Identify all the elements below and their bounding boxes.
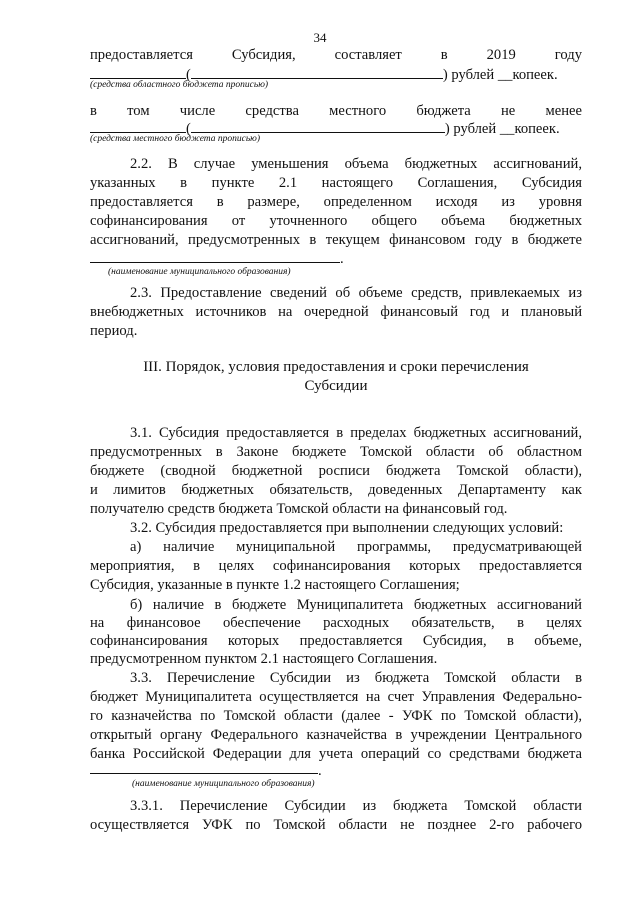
municipality-blank-line: [90, 262, 340, 263]
municipality-blank-line: [90, 773, 318, 774]
condition-a-line: мероприятия, в целях софинансирования которых предоставляется: [90, 558, 582, 574]
paragraph-3-1-line: бюджете (сводной бюджетной росписи бюджета Томской области),: [90, 463, 582, 479]
paragraph-3-1-line: предусмотренных в Законе бюджете Томской области об областном: [90, 444, 582, 460]
amount-intro-line: предоставляется Субсидия, составляет в 2019 году: [90, 47, 582, 63]
blank-field: [90, 120, 186, 133]
section-heading: Субсидии: [304, 378, 368, 394]
period-mark: .: [340, 251, 344, 267]
condition-b-line: софинансирования которых предоставляется Субсидия, в объеме,: [90, 633, 582, 649]
rubles-kopecks-label: ) рублей __копеек.: [442, 67, 558, 83]
paragraph-3-1-line: и лимитов бюджетных обязательств, доведенных Департаменту как: [90, 482, 582, 498]
paragraph-2-2-line: предоставляется в размере, определенном исходя из уровня: [90, 194, 582, 210]
caption-local-budget: (средства местного бюджета прописью): [90, 134, 261, 144]
paragraph-2-2-line: софинансирования от уточненного общего объема бюджетных: [90, 213, 582, 229]
paragraph-2-3-line: период.: [90, 323, 138, 339]
blank-field: [90, 66, 186, 79]
paren-open: (: [186, 121, 191, 137]
paragraph-3-2-line: 3.2. Субсидия предоставляется при выполнении следующих условий:: [130, 520, 564, 536]
paragraph-3-1-line: 3.1. Субсидия предоставляется в пределах бюджетных ассигнований,: [130, 425, 582, 441]
page-number: 34: [313, 30, 327, 45]
paragraph-3-3-line: банка Российской Федерации для учета операций со средствами бюджета: [90, 746, 582, 762]
section-heading: III. Порядок, условия предоставления и сроки перечисления: [143, 359, 529, 375]
condition-a-line: а) наличие муниципальной программы, предусматривающей: [130, 539, 582, 555]
amount-words-field: [191, 120, 445, 133]
condition-b-line: б) наличие в бюджете Муниципалитета бюджетных ассигнований: [130, 597, 582, 613]
paragraph-2-2-line: указанных в пункте 2.1 настоящего Соглашения, Субсидия: [90, 175, 582, 191]
local-budget-line: в том числе средства местного бюджета не менее: [90, 103, 582, 119]
condition-a-line: Субсидия, указанные в пункте 1.2 настоящего Соглашения;: [90, 577, 460, 593]
paragraph-2-3-line: 2.3. Предоставление сведений об объеме средств, привлекаемых из: [130, 285, 582, 301]
condition-b-line: предусмотренном пунктом 2.1 настоящего Соглашения.: [90, 651, 438, 667]
paragraph-3-3-line: открытый органу Федерального казначейства в учреждении Центрального: [90, 727, 582, 743]
period-mark: .: [318, 763, 322, 779]
caption-municipality-name: (наименование муниципального образования): [108, 267, 291, 277]
caption-regional-budget: (средства областного бюджета прописью): [90, 80, 269, 90]
paragraph-3-3-line: го казначейства по Томской области (далее - УФК по Томской области),: [90, 708, 582, 724]
paragraph-2-3-line: внебюджетных источников на очередной финансовый год и плановый: [90, 304, 582, 320]
rubles-kopecks-label: ) рублей __копеек.: [444, 121, 560, 137]
paragraph-3-3-line: 3.3. Перечисление Субсидии из бюджета Томской области в: [130, 670, 582, 686]
paragraph-3-3-1-line: 3.3.1. Перечисление Субсидии из бюджета Томской области: [130, 798, 582, 814]
paragraph-2-2-line: ассигнований, предусмотренных в текущем финансовом году в бюджете: [90, 232, 582, 248]
paren-open: (: [186, 67, 191, 83]
paragraph-3-1-line: получателю средств бюджета Томской области на финансовый год.: [90, 501, 508, 517]
paragraph-3-3-line: бюджет Муниципалитета осуществляется на счет Управления Федерально-: [90, 689, 582, 705]
paragraph-2-2-line: 2.2. В случае уменьшения объема бюджетных ассигнований,: [130, 156, 582, 172]
amount-words-field: [191, 66, 443, 79]
condition-b-line: на финансовое обеспечение расходных обязательств, в целях: [90, 615, 582, 631]
paragraph-3-3-1-line: осуществляется УФК по Томской области не позднее 2-го рабочего: [90, 817, 582, 833]
caption-municipality-name: (наименование муниципального образования): [132, 779, 315, 789]
